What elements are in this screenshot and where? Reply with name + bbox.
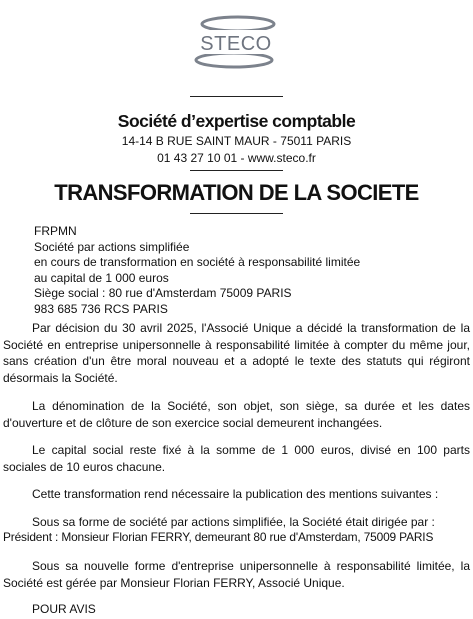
company-form: Société par actions simplifiée [34, 239, 190, 254]
notice-title: TRANSFORMATION DE LA SOCIETE [54, 180, 419, 205]
company-capital: au capital de 1 000 euros [34, 270, 169, 285]
company-name: FRPMN [34, 224, 77, 238]
company-seat: Siège social : 80 rue d'Amsterdam 75009 PARIS [34, 286, 292, 300]
paragraph-publication: Cette transformation rend nécessaire la publication des mentions suivantes : [32, 487, 439, 501]
paragraph-new-form: Sous sa nouvelle forme d'entreprise unipersonnelle à responsabilité limitée, la Société est gérée par Monsieur Florian FERRY, Associé Unique. [3, 559, 470, 590]
company-transformation: en cours de transformation en société à responsabilité limitée [34, 255, 361, 269]
logo-swoosh-top [202, 17, 274, 31]
paragraph-former-form: Sous sa forme de société par actions simplifiée, la Société était dirigée par : [32, 515, 435, 529]
firm-contact: 01 43 27 10 01 - www.steco.fr [157, 151, 316, 165]
paragraph-denomination: La dénomination de la Société, son objet, son siège, sa durée et les dates d'ouverture et de clôture de son exercice social demeurent inchangées. [3, 399, 470, 430]
company-info [34, 224, 360, 317]
firm-name: Société d’expertise comptable [117, 111, 356, 131]
title-rule [190, 213, 283, 214]
firm-address: 14-14 B RUE SAINT MAUR - 75011 PARIS [121, 134, 352, 148]
closing-pour-avis: POUR AVIS [32, 602, 96, 616]
header-rule-top [190, 96, 283, 97]
logo-text: STECO [200, 33, 272, 55]
header-rule-bottom [190, 170, 283, 171]
logo-swoosh-bottom [196, 53, 272, 67]
paragraph-capital: Le capital social reste fixé à la somme de 1 000 euros, divisé en 100 parts sociales de 10 euros chacune. [3, 443, 470, 474]
paragraph-decision: Par décision du 30 avril 2025, l'Associé Unique a décidé la transformation de la Société en entreprise unipersonnelle à responsabilité limitée à compter du même jour, sans création d'un être moral nouveau et a adopté le texte des statuts qui régiront désormais la Société. [3, 321, 470, 385]
paragraph-former-president: Président : Monsieur Florian FERRY, demeurant 80 rue d'Amsterdam, 75009 PARIS [3, 530, 434, 544]
company-rcs: 983 685 736 RCS PARIS [34, 301, 168, 316]
steco-logo [186, 14, 286, 70]
